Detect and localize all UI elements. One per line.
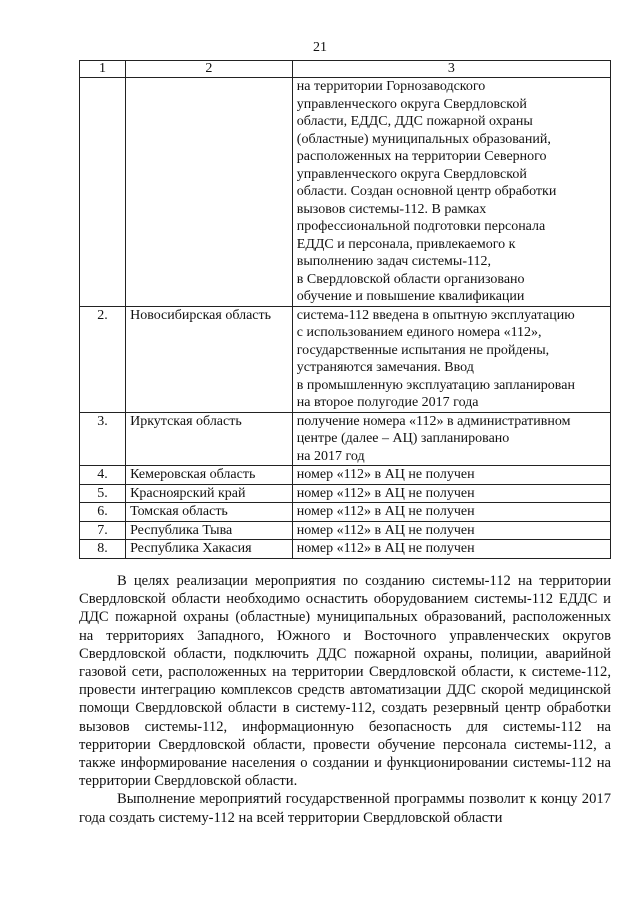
cell-text-line: номер «112» в АЦ не получен: [296, 467, 475, 482]
cell-text-line: области, ЕДДС, ДДС пожарной охраны: [296, 114, 533, 129]
cell-text-line: центре (далее – АЦ) запланировано: [296, 431, 510, 446]
table-header-row: [80, 61, 611, 78]
row-number-cell: 3.: [80, 412, 126, 466]
table-row: [80, 503, 611, 522]
region-cell: Томская область: [126, 503, 293, 522]
status-cell: [292, 306, 610, 412]
cell-text-line: система-112 введена в опытную эксплуатацию: [296, 307, 575, 323]
cell-text-line: профессиональной подготовки персонала: [296, 219, 546, 234]
cell-text-line: государственные испытания не пройдены,: [296, 342, 550, 358]
cell-text-line: на 2017 год: [296, 448, 365, 464]
row-number-cell: 5.: [80, 484, 126, 503]
region-cell: Республика Тыва: [126, 521, 293, 540]
row-number-cell: 4.: [80, 466, 126, 485]
column-header: 3: [292, 61, 610, 78]
cell-text-line: вызовов системы-112. В рамках: [296, 201, 487, 217]
cell-text-line: в Свердловской области организовано: [296, 271, 525, 287]
table-row: [80, 540, 611, 559]
cell-text-line: ЕДДС и персонала, привлекаемого к: [296, 236, 516, 252]
cell-text-line: в промышленную эксплуатацию запланирован: [296, 377, 575, 393]
cell-text-line: области. Создан основной центр обработки: [296, 184, 557, 199]
cell-text-line: получение номера «112» в административном: [296, 413, 571, 429]
row-number-cell: 2.: [80, 306, 126, 412]
page-number: 21: [313, 40, 327, 55]
cell-text-line: номер «112» в АЦ не получен: [296, 541, 475, 556]
row-number-cell: 8.: [80, 540, 126, 559]
column-header: 1: [80, 61, 126, 78]
body-text: [79, 572, 611, 827]
region-cell: Новосибирская область: [126, 306, 293, 412]
regions-table: [79, 60, 611, 559]
cell-text-line: номер «112» в АЦ не получен: [296, 504, 475, 519]
cell-text-line: на территории Горнозаводского: [296, 79, 486, 94]
cell-text-line: выполнению задач системы-112,: [296, 254, 491, 269]
table-row: [80, 521, 611, 540]
row-number-cell: 6.: [80, 503, 126, 522]
status-cell: [292, 78, 610, 307]
row-number-cell: 7.: [80, 521, 126, 540]
table-row: [80, 306, 611, 412]
row-number-cell: [80, 78, 126, 307]
table-row: [80, 78, 611, 307]
cell-text-line: на второе полугодие 2017 года: [296, 395, 479, 410]
status-cell: [292, 540, 610, 559]
status-cell: [292, 412, 610, 466]
status-cell: [292, 466, 610, 485]
region-cell: Кемеровская область: [126, 466, 293, 485]
status-cell: [292, 503, 610, 522]
cell-text-line: обучение и повышение квалификации: [296, 289, 525, 304]
paragraph: Выполнение мероприятий государственной программы позволит к концу 2017 года создать систему-112 на всей территории Свердловской области: [79, 791, 611, 826]
region-cell: Республика Хакасия: [126, 540, 293, 559]
table-row: [80, 484, 611, 503]
region-cell: Иркутская область: [126, 412, 293, 466]
cell-text-line: расположенных на территории Северного: [296, 149, 547, 164]
status-cell: [292, 521, 610, 540]
region-cell: [126, 78, 293, 307]
cell-text-line: с использованием единого номера «112»,: [296, 325, 542, 340]
column-header: 2: [126, 61, 293, 78]
status-cell: [292, 484, 610, 503]
table-row: [80, 466, 611, 485]
region-cell: Красноярский край: [126, 484, 293, 503]
cell-text-line: управленческого округа Свердловской: [296, 96, 527, 112]
paragraph: В целях реализации мероприятия по созданию системы-112 на территории Свердловской области необходимо оснастить оборудованием системы-112 ЕДДС и ДДС пожарной охраны (областные) муниципальных образований, расположенных на территориях Западного, Южного и Восточного управленческих округов Свердловской области, подключить ДДС пожарной охраны, полиции, аварийной газовой сети, расположенных на территории Свердловской области, к системе-112, провести интеграцию комплексов средств автоматизации ДДС скорой медицинской помощи Свердловской области в систему-112, создать резервный центр обработки вызовов системы-112, информационную безопасность для системы-112 на территории Свердловской области, провести обучение персонала системы-112, а также информирование населения о создании и функционировании системы-112 на территории Свердловской области.: [79, 573, 611, 790]
cell-text-line: номер «112» в АЦ не получен: [296, 522, 475, 538]
cell-text-line: управленческого округа Свердловской: [296, 166, 527, 182]
table-row: [80, 412, 611, 466]
cell-text-line: номер «112» в АЦ не получен: [296, 485, 475, 501]
cell-text-line: устраняются замечания. Ввод: [296, 360, 474, 375]
cell-text-line: (областные) муниципальных образований,: [296, 131, 551, 147]
